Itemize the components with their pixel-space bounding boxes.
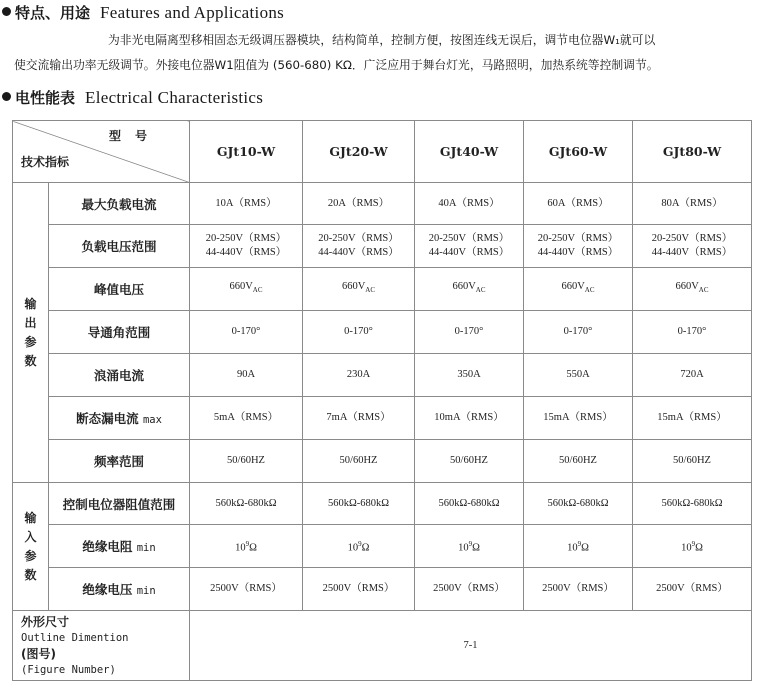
table-row	[13, 183, 752, 225]
table-cell: 0-170°	[303, 311, 415, 354]
table-row	[13, 483, 752, 525]
table-cell: $10^9\Omega$	[633, 525, 752, 568]
table-cell: $660V_{AC}$	[633, 268, 752, 311]
table-row-outline	[13, 611, 752, 681]
section-electrical-heading	[2, 87, 263, 108]
table-row	[13, 525, 752, 568]
table-cell: 2500V（RMS）	[524, 568, 633, 611]
table-cell: 0-170°	[415, 311, 524, 354]
table-cell: 2500V（RMS）	[190, 568, 303, 611]
table-cell: 2500V（RMS）	[303, 568, 415, 611]
param-label: 频率范围	[49, 440, 190, 483]
model-header: GJt10-W	[190, 121, 303, 183]
param-label: 负载电压范围	[49, 225, 190, 268]
table-cell: 50/60HZ	[303, 440, 415, 483]
table-row	[13, 225, 752, 268]
table-header-row	[13, 121, 752, 183]
param-label: 断态漏电流 max	[49, 397, 190, 440]
table-cell: 15mA（RMS）	[633, 397, 752, 440]
table-cell: 10mA（RMS）	[415, 397, 524, 440]
table-cell: 550A	[524, 354, 633, 397]
table-row	[13, 311, 752, 354]
electrical-characteristics-table	[12, 120, 752, 681]
param-label: 绝缘电阻 min	[49, 525, 190, 568]
features-title-cn: 特点、用途	[15, 4, 91, 22]
header-diagonal-cell	[13, 121, 190, 183]
param-label: 最大负载电流	[49, 183, 190, 225]
table-row	[13, 268, 752, 311]
table-cell: $660V_{AC}$	[303, 268, 415, 311]
table-cell: 2500V（RMS）	[415, 568, 524, 611]
table-cell: 20-250V（RMS） 44-440V（RMS）	[415, 225, 524, 268]
table-cell: 2500V（RMS）	[633, 568, 752, 611]
table-cell: $10^9\Omega$	[303, 525, 415, 568]
input-params-group: 输 入 参 数	[13, 483, 49, 611]
section-features-heading	[2, 2, 284, 23]
table-cell: 560kΩ-680kΩ	[303, 483, 415, 525]
electrical-title-en: Electrical Characteristics	[85, 88, 264, 107]
table-cell: 350A	[415, 354, 524, 397]
table-cell: $10^9\Omega$	[524, 525, 633, 568]
table-cell: 15mA（RMS）	[524, 397, 633, 440]
table-cell: 80A（RMS）	[633, 183, 752, 225]
table-cell: $660V_{AC}$	[190, 268, 303, 311]
table-row	[13, 397, 752, 440]
table-cell: 0-170°	[190, 311, 303, 354]
table-row	[13, 568, 752, 611]
table-cell: 720A	[633, 354, 752, 397]
features-title-en: Features and Applications	[100, 3, 285, 22]
features-paragraph	[14, 28, 754, 78]
features-line-2: 使交流输出功率无级调节。外接电位器W1阻值为 (560-680) KΩ．广泛应用于舞台灯光，马路照明，加热系统等控制调节。	[14, 58, 659, 72]
table-cell: 50/60HZ	[415, 440, 524, 483]
table-cell: 50/60HZ	[190, 440, 303, 483]
bullet-icon	[2, 92, 11, 101]
features-line-1: 为非光电隔离型移相固态无级调压器模块，结构简单，控制方便，按图连线无误后，调节电位器W₁就可以	[108, 33, 656, 47]
table-cell: 50/60HZ	[524, 440, 633, 483]
table-cell: $660V_{AC}$	[415, 268, 524, 311]
model-header: GJt80-W	[633, 121, 752, 183]
table-cell: 20-250V（RMS） 44-440V（RMS）	[633, 225, 752, 268]
model-header: GJt40-W	[415, 121, 524, 183]
param-label: 控制电位器阻值范围	[49, 483, 190, 525]
table-cell: $660V_{AC}$	[524, 268, 633, 311]
header-metric-label: 技术指标	[21, 155, 70, 169]
table-cell: 20-250V（RMS） 44-440V（RMS）	[303, 225, 415, 268]
param-label: 浪涌电流	[49, 354, 190, 397]
table-cell: $10^9\Omega$	[415, 525, 524, 568]
table-cell: 0-170°	[633, 311, 752, 354]
table-cell: 20-250V（RMS） 44-440V（RMS）	[524, 225, 633, 268]
table-row	[13, 354, 752, 397]
table-cell: 560kΩ-680kΩ	[415, 483, 524, 525]
table-cell: $10^9\Omega$	[190, 525, 303, 568]
param-label: 绝缘电压 min	[49, 568, 190, 611]
table-cell: 40A（RMS）	[415, 183, 524, 225]
output-params-group: 输 出 参 数	[13, 183, 49, 483]
table-cell: 560kΩ-680kΩ	[190, 483, 303, 525]
electrical-title-cn: 电性能表	[15, 89, 76, 107]
table-cell: 560kΩ-680kΩ	[524, 483, 633, 525]
table-cell: 560kΩ-680kΩ	[633, 483, 752, 525]
table-cell: 5mA（RMS）	[190, 397, 303, 440]
table-row	[13, 440, 752, 483]
table-cell: 230A	[303, 354, 415, 397]
table-cell: 50/60HZ	[633, 440, 752, 483]
param-label: 峰值电压	[49, 268, 190, 311]
bullet-icon	[2, 7, 11, 16]
table-cell: 7mA（RMS）	[303, 397, 415, 440]
table-cell: 90A	[190, 354, 303, 397]
table-cell: 20A（RMS）	[303, 183, 415, 225]
table-cell: 20-250V（RMS） 44-440V（RMS）	[190, 225, 303, 268]
table-cell: 10A（RMS）	[190, 183, 303, 225]
param-label: 导通角范围	[49, 311, 190, 354]
table-cell: 60A（RMS）	[524, 183, 633, 225]
table-cell: 0-170°	[524, 311, 633, 354]
model-header: GJt60-W	[524, 121, 633, 183]
header-model-label: 型号	[108, 129, 161, 143]
model-header: GJt20-W	[303, 121, 415, 183]
figure-number-value: 7-1	[190, 611, 752, 681]
outline-dimension-label: 外形尺寸 Outline Dimention (图号) (Figure Number)	[13, 611, 190, 681]
